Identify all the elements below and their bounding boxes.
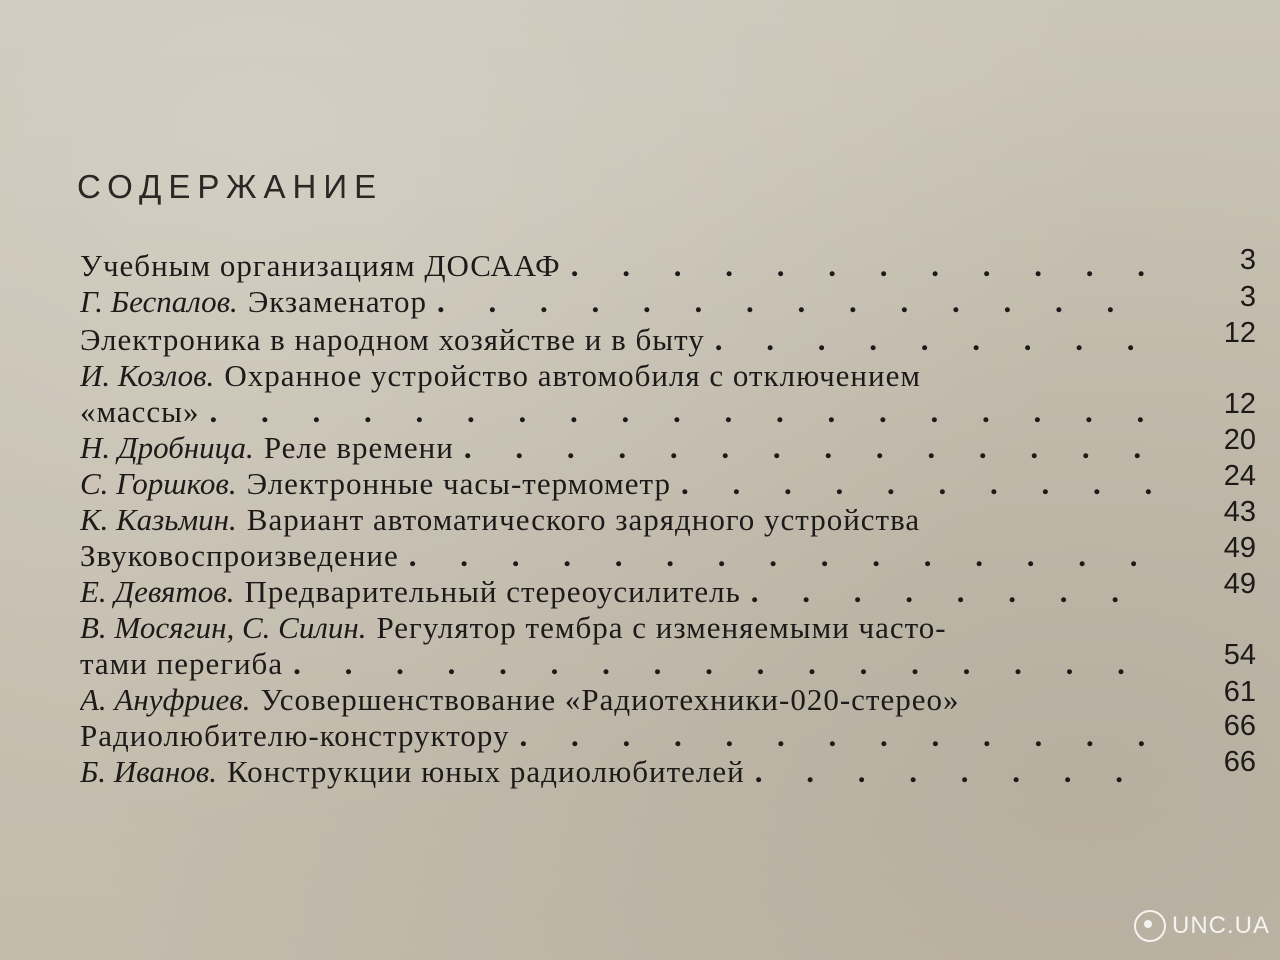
toc-page-number: 54 bbox=[1223, 639, 1256, 671]
leader-dots bbox=[464, 430, 1155, 466]
toc-title: Электроника в народном хозяйстве и в быту bbox=[80, 322, 705, 357]
leader-dots bbox=[409, 538, 1155, 574]
leader-dots bbox=[681, 466, 1155, 502]
toc-author: К. Казьмин. bbox=[80, 502, 237, 537]
toc-author: В. Мосягин, С. Силин. bbox=[80, 610, 367, 645]
toc-entry bbox=[80, 610, 1155, 646]
toc-page-number: 12 bbox=[1223, 388, 1256, 420]
toc-entry bbox=[80, 430, 1155, 466]
toc-entry bbox=[80, 358, 1155, 394]
toc-entry bbox=[80, 248, 1155, 284]
toc-entry bbox=[80, 574, 1155, 610]
toc-page-number: 49 bbox=[1223, 532, 1256, 564]
leader-dots bbox=[751, 574, 1155, 610]
leader-dots bbox=[755, 754, 1155, 790]
toc-title: Радиолюбителю-конструктору bbox=[80, 718, 510, 753]
toc-title: Регулятор тембра с изменяемыми часто- bbox=[376, 610, 947, 645]
leader-dots bbox=[571, 248, 1155, 284]
toc-title: «массы» bbox=[80, 394, 200, 429]
toc-page-number: 24 bbox=[1223, 460, 1256, 492]
toc-entry bbox=[80, 394, 1155, 430]
leader-dots bbox=[210, 394, 1155, 430]
toc-page-number: 3 bbox=[1239, 281, 1256, 313]
toc-title: тами перегиба bbox=[80, 646, 284, 681]
toc-title: Охранное устройство автомобиля с отключением bbox=[224, 358, 921, 393]
toc-entry bbox=[80, 718, 1155, 754]
toc-title: Усовершенствование «Радиотехники-020-стерео» bbox=[260, 682, 960, 717]
toc-entry bbox=[80, 682, 1155, 718]
contents-heading: СОДЕРЖАНИЕ bbox=[77, 168, 384, 205]
toc-author: Е. Девятов. bbox=[80, 574, 235, 609]
toc-entry bbox=[80, 646, 1155, 682]
toc-author: А. Ануфриев. bbox=[80, 682, 251, 717]
toc-page-number: 66 bbox=[1223, 710, 1256, 742]
toc-entry bbox=[80, 754, 1155, 790]
toc-page-number: 49 bbox=[1223, 568, 1256, 600]
leader-dots bbox=[293, 646, 1155, 682]
toc-page-number: 61 bbox=[1223, 676, 1256, 708]
toc-entry bbox=[80, 502, 1155, 538]
emblem-icon bbox=[1134, 910, 1166, 942]
toc-title: Вариант автоматического зарядного устройства bbox=[246, 502, 921, 537]
toc-entry bbox=[80, 538, 1155, 574]
toc-page-number: 43 bbox=[1223, 496, 1256, 528]
leader-dots bbox=[437, 284, 1155, 320]
toc-author: С. Горшков. bbox=[80, 466, 237, 501]
toc-title: Конструкции юных радиолюбителей bbox=[227, 754, 745, 789]
watermark bbox=[1134, 910, 1270, 942]
toc-title: Звуковоспроизведение bbox=[80, 538, 399, 573]
toc-entry bbox=[80, 284, 1155, 320]
toc-page-number: 66 bbox=[1223, 746, 1256, 778]
toc-title: Реле времени bbox=[263, 430, 454, 465]
toc-title: Учебным организациям ДОСААФ bbox=[80, 248, 561, 283]
toc-entry bbox=[80, 322, 1155, 358]
leader-dots bbox=[715, 322, 1155, 358]
toc-page-number: 3 bbox=[1239, 244, 1256, 276]
toc-title: Предварительный стереоусилитель bbox=[244, 574, 741, 609]
leader-dots bbox=[519, 718, 1155, 754]
toc-author: Б. Иванов. bbox=[80, 754, 218, 789]
toc-author: Г. Беспалов. bbox=[80, 284, 238, 319]
toc-page-number: 20 bbox=[1223, 424, 1256, 456]
toc-page-number: 12 bbox=[1223, 317, 1256, 349]
toc-title: Экзаменатор bbox=[247, 284, 427, 319]
watermark-text: UNC.UA bbox=[1171, 912, 1270, 939]
toc-author: И. Козлов. bbox=[80, 358, 215, 393]
toc-title: Электронные часы-термометр bbox=[246, 466, 671, 501]
toc-entry bbox=[80, 466, 1155, 502]
toc-author: Н. Дробница. bbox=[80, 430, 254, 465]
